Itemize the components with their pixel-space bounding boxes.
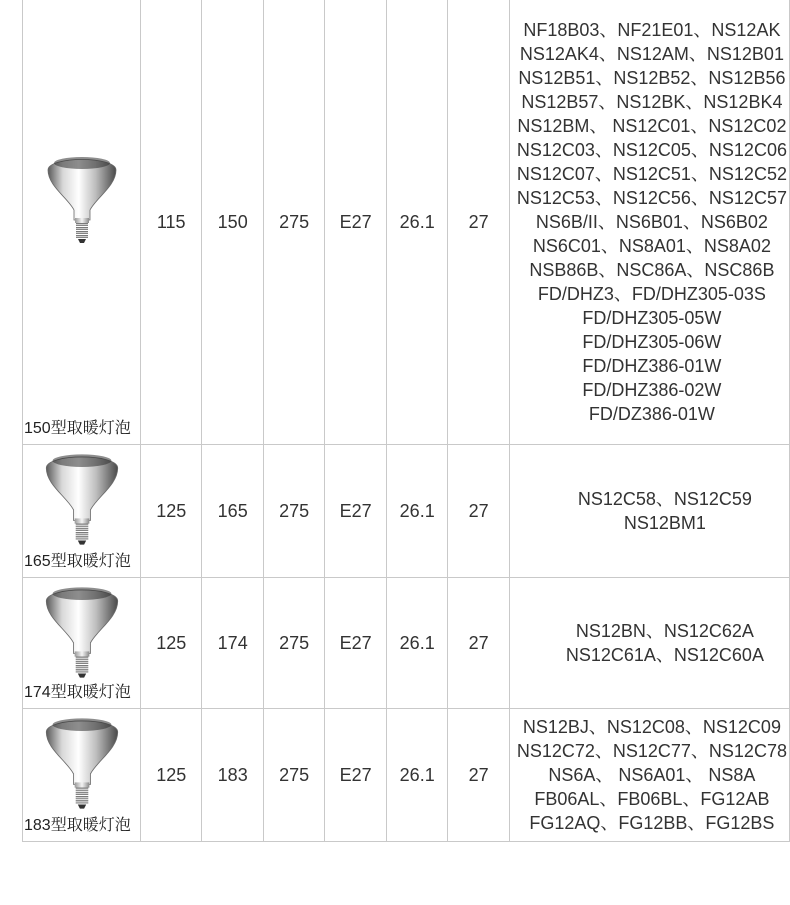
model-line: NS12B51、NS12B52、NS12B56 bbox=[518, 68, 786, 88]
spec-value: E27 bbox=[325, 578, 387, 709]
spec-value: 115 bbox=[141, 0, 202, 445]
spec-value: 165 bbox=[202, 445, 263, 578]
compatible-models bbox=[509, 709, 789, 842]
product-cell bbox=[23, 0, 141, 445]
spec-value: 125 bbox=[141, 445, 202, 578]
product-cell bbox=[23, 709, 141, 842]
model-line: FG12AQ、FG12BB、FG12BS bbox=[529, 813, 775, 833]
spec-value: 27 bbox=[448, 0, 509, 445]
spec-value: 26.1 bbox=[386, 709, 448, 842]
model-line: NF18B03、NF21E01、NS12AK bbox=[523, 20, 781, 40]
model-line: FD/DHZ386-01W bbox=[582, 356, 722, 376]
compatible-models bbox=[509, 578, 789, 709]
product-label: 183型取暖灯泡 bbox=[24, 817, 131, 834]
model-line: NS12B57、NS12BK、NS12BK4 bbox=[521, 92, 783, 112]
spec-value: 275 bbox=[263, 445, 324, 578]
compatible-models bbox=[509, 0, 789, 445]
model-line: FD/DHZ305-06W bbox=[582, 332, 722, 352]
model-line: NSB86B、NSC86A、NSC86B bbox=[529, 260, 775, 280]
model-line: FD/DHZ386-02W bbox=[582, 380, 722, 400]
model-line: NS12C72、NS12C77、NS12C78 bbox=[516, 741, 787, 761]
model-line: NS12BJ、NS12C08、NS12C09 bbox=[522, 717, 781, 737]
compatible-models bbox=[509, 445, 789, 578]
model-line: NS6C01、NS8A01、NS8A02 bbox=[532, 236, 771, 256]
model-line: NS12AK4、NS12AM、NS12B01 bbox=[519, 44, 784, 64]
model-line: NS12BN、NS12C62A bbox=[575, 621, 754, 641]
table-row-174 bbox=[23, 578, 790, 709]
table-row-165 bbox=[23, 445, 790, 578]
spec-value: 125 bbox=[141, 578, 202, 709]
spec-value: 275 bbox=[263, 709, 324, 842]
spec-value: 26.1 bbox=[386, 445, 448, 578]
spec-value: 275 bbox=[263, 0, 324, 445]
spec-value: E27 bbox=[325, 0, 387, 445]
model-line: NS6A、 NS6A01、 NS8A bbox=[548, 765, 756, 785]
table-row-183 bbox=[23, 709, 790, 842]
product-label: 165型取暖灯泡 bbox=[24, 553, 131, 570]
model-line: NS12C03、NS12C05、NS12C06 bbox=[516, 140, 787, 160]
model-line: NS12BM、 NS12C01、NS12C02 bbox=[517, 116, 787, 136]
product-cell bbox=[23, 578, 141, 709]
model-line: FD/DHZ3、FD/DHZ305-03S bbox=[537, 284, 766, 304]
spec-value: 174 bbox=[202, 578, 263, 709]
model-line: NS12C61A、NS12C60A bbox=[565, 645, 764, 665]
bulb-spec-table bbox=[22, 0, 790, 842]
model-line: FD/DZ386-01W bbox=[588, 404, 715, 424]
spec-value: 150 bbox=[202, 0, 263, 445]
product-label: 150型取暖灯泡 bbox=[24, 420, 131, 437]
spec-value: 183 bbox=[202, 709, 263, 842]
product-label: 174型取暖灯泡 bbox=[24, 684, 131, 701]
product-cell bbox=[23, 445, 141, 578]
spec-value: 27 bbox=[448, 709, 509, 842]
spec-value: 27 bbox=[448, 578, 509, 709]
spec-value: E27 bbox=[325, 709, 387, 842]
model-line: FB06AL、FB06BL、FG12AB bbox=[534, 789, 770, 809]
spec-value: 26.1 bbox=[386, 578, 448, 709]
model-line: NS6B/II、NS6B01、NS6B02 bbox=[535, 212, 768, 232]
model-line: NS12C07、NS12C51、NS12C52 bbox=[516, 164, 787, 184]
spec-value: 125 bbox=[141, 709, 202, 842]
heat-bulb-icon bbox=[40, 447, 124, 552]
spec-value: 26.1 bbox=[386, 0, 448, 445]
model-line: NS12C53、NS12C56、NS12C57 bbox=[516, 188, 787, 208]
heat-bulb-icon bbox=[42, 150, 122, 250]
heat-bulb-icon bbox=[40, 580, 124, 685]
spec-value: 27 bbox=[448, 445, 509, 578]
spec-value: E27 bbox=[325, 445, 387, 578]
spec-value: 275 bbox=[263, 578, 324, 709]
model-line: FD/DHZ305-05W bbox=[582, 308, 722, 328]
model-line: NS12BM1 bbox=[623, 513, 706, 533]
table-row-150 bbox=[23, 0, 790, 445]
model-line: NS12C58、NS12C59 bbox=[577, 489, 752, 509]
heat-bulb-icon bbox=[40, 711, 124, 816]
